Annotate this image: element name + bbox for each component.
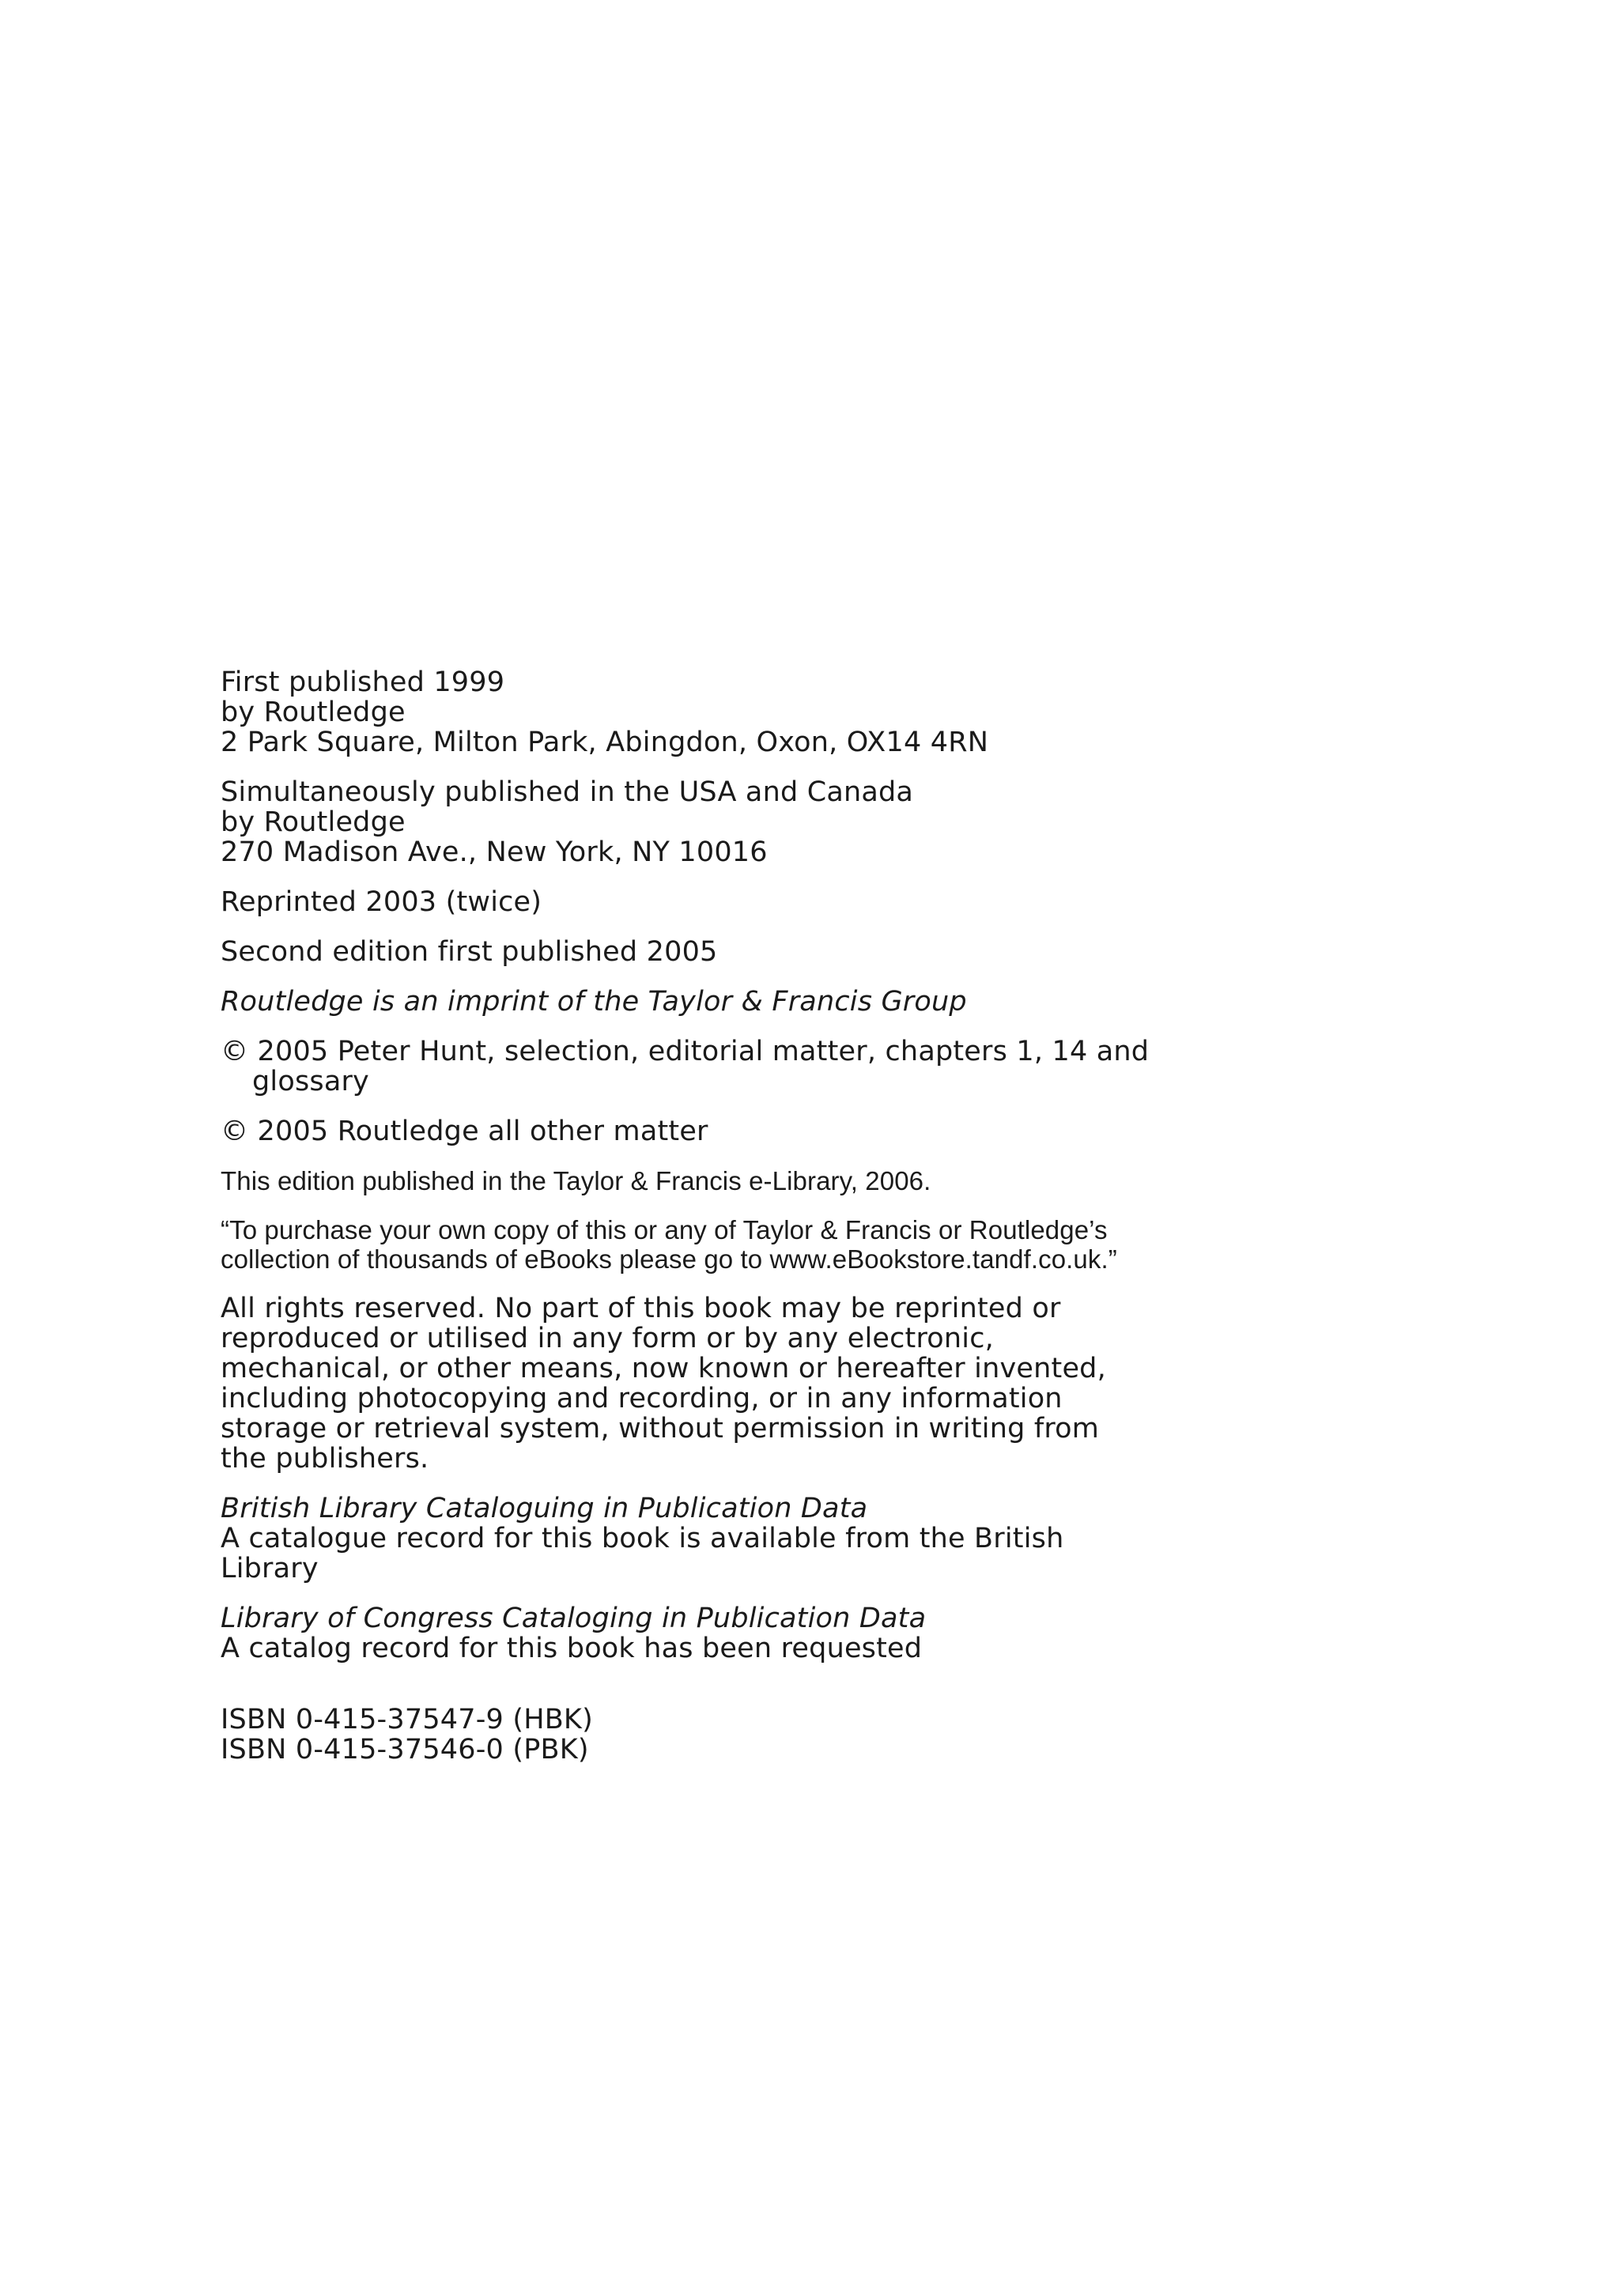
library-of-congress-block [221,1603,1454,1663]
ebook-purchase-line-1: “To purchase your own copy of this or any of Taylor & Francis or Routledge’s [221,1215,1108,1244]
isbn-hbk: ISBN 0-415-37547-9 (HBK) [221,1704,593,1735]
first-published-line: First published 1999 [221,667,505,698]
imprint-note: Routledge is an imprint of the Taylor & Francis Group [221,986,967,1018]
first-published-block [221,667,1454,757]
british-library-block [221,1494,1454,1584]
library-of-congress-line: A catalog record for this book has been requested [221,1633,923,1664]
copyright-hunt-continuation: glossary [252,1066,369,1097]
ebook-edition-line: This edition published in the Taylor & Francis e-Library, 2006. [221,1166,931,1195]
copyright-hunt-block [221,1037,1454,1097]
british-library-line-2: Library [221,1553,319,1584]
uk-address-line: 2 Park Square, Milton Park, Abingdon, Oxon, OX14 4RN [221,727,989,758]
isbn-block [221,1705,1454,1765]
ebook-purchase-line-2: collection of thousands of eBooks please go to www.eBookstore.tandf.co.uk.” [221,1244,1117,1274]
ebook-edition-block [221,1166,1454,1195]
ebook-purchase-block [221,1215,1454,1274]
rights-line-3: mechanical, or other means, now known or hereafter invented, [221,1353,1106,1384]
second-edition-block [221,937,1454,967]
rights-line-6: the publishers. [221,1443,429,1475]
copyright-routledge-block [221,1116,1454,1146]
copyright-page [221,667,1454,1784]
british-library-heading: British Library Cataloguing in Publication Data [221,1493,868,1524]
usa-address-line: 270 Madison Ave., New York, NY 10016 [221,836,768,868]
reprinted-line: Reprinted 2003 (twice) [221,886,542,918]
rights-line-4: including photocopying and recording, or in any information [221,1383,1063,1414]
rights-line-5: storage or retrieval system, without permission in writing from [221,1413,1100,1444]
rights-line-1: All rights reserved. No part of this book may be reprinted or [221,1293,1061,1324]
copyright-routledge-line: © 2005 Routledge all other matter [221,1116,708,1147]
imprint-block [221,987,1454,1017]
library-of-congress-heading: Library of Congress Cataloging in Publication Data [221,1603,927,1634]
rights-block [221,1293,1454,1474]
publisher-line: by Routledge [221,697,406,728]
second-edition-line: Second edition first published 2005 [221,936,718,968]
usa-canada-block [221,777,1454,867]
rights-line-2: reproduced or utilised in any form or by any electronic, [221,1323,994,1354]
copyright-hunt-line: © 2005 Peter Hunt, selection, editorial matter, chapters 1, 14 and [221,1036,1150,1067]
isbn-pbk: ISBN 0-415-37546-0 (PBK) [221,1734,589,1765]
british-library-line-1: A catalogue record for this book is available from the British [221,1523,1064,1554]
usa-publisher-line: by Routledge [221,806,406,838]
usa-canada-line: Simultaneously published in the USA and Canada [221,776,914,808]
reprinted-block [221,887,1454,917]
